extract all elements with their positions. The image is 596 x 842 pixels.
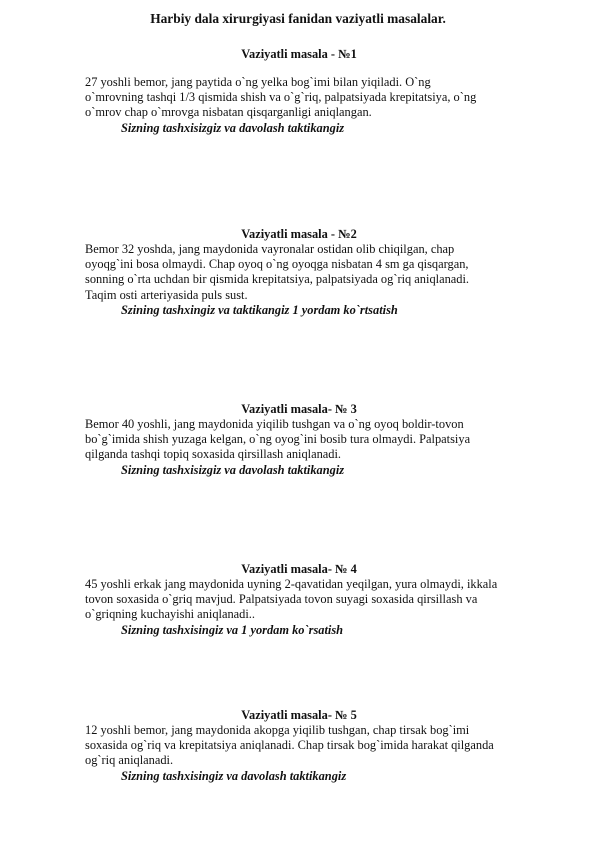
case-task: Szining tashxingiz va taktikangiz 1 yordam ko`rtsatish: [121, 302, 398, 317]
case-2: [85, 227, 565, 318]
case-task: Sizning tashxisingiz va 1 yordam ko`rsatish: [121, 622, 344, 637]
case-description: 27 yoshli bemor, jang paytida o`ng yelka bog`imi bilan yiqiladi. O`ng o`mrovning tashqi 1/3 qismida shish va o`g`riq, palpatsiyada krepitatsiya, o`ng o`mrov chap o`mrovga nisbatan qisqarganligi aniqlangan.: [85, 75, 477, 120]
case-5: [85, 708, 565, 784]
case-description: Bemor 32 yoshda, jang maydonida vayronalar ostidan olib chiqilgan, chap oyoqg`ini bosa olmaydi. Chap oyoq o`ng oyoqga nisbatan 4 sm ga qisqargan, sonning o`rta uchdan bir qismida krepitatsiya, palpatsiyada og`riq aniqlanadi. Taqim osti arteriyasida puls sust.: [85, 242, 470, 302]
case-3: [85, 402, 565, 478]
case-heading: Vaziyatli masala - №1: [241, 47, 357, 61]
case-task: Sizning tashxisizgiz va davolash taktikangiz: [121, 120, 345, 135]
case-heading: Vaziyatli masala - №2: [241, 227, 357, 241]
case-heading: Vaziyatli masala- № 5: [241, 708, 357, 722]
document-title: Harbiy dala xirurgiyasi fanidan vaziyatli masalalar.: [150, 11, 446, 26]
case-task: Sizning tashxisingiz va davolash taktikangiz: [121, 768, 347, 783]
case-description: 12 yoshli bemor, jang maydonida akopga yiqilib tushgan, chap tirsak bog`imi soxasida og`riq va krepitatsiya aniqlanadi. Chap tirsak bog`imida harakat qilganda og`riq aniqlanadi.: [85, 723, 494, 768]
case-description: Bemor 40 yoshli, jang maydonida yiqilib tushgan va o`ng oyoq boldir-tovon bo`g`imida shish yuzaga kelgan, o`ng oyog`ini bosib tura olmaydi. Palpatsiya qilganda tashqi topiq soxasida qirsillash aniqlanadi.: [85, 417, 471, 462]
case-1: [85, 47, 565, 136]
case-4: [85, 562, 565, 638]
case-task: Sizning tashxisizgiz va davolash taktikangiz: [121, 462, 345, 477]
case-heading: Vaziyatli masala- № 3: [241, 402, 357, 416]
case-heading: Vaziyatli masala- № 4: [241, 562, 357, 576]
case-description: 45 yoshli erkak jang maydonida uyning 2-qavatidan yeqilgan, yura olmaydi, ikkala tovon soxasida o`griq mavjud. Palpatsiyada tovon suyagi soxasida qirsillash va o`griqning kuchayishi aniqlanadi..: [85, 577, 498, 622]
